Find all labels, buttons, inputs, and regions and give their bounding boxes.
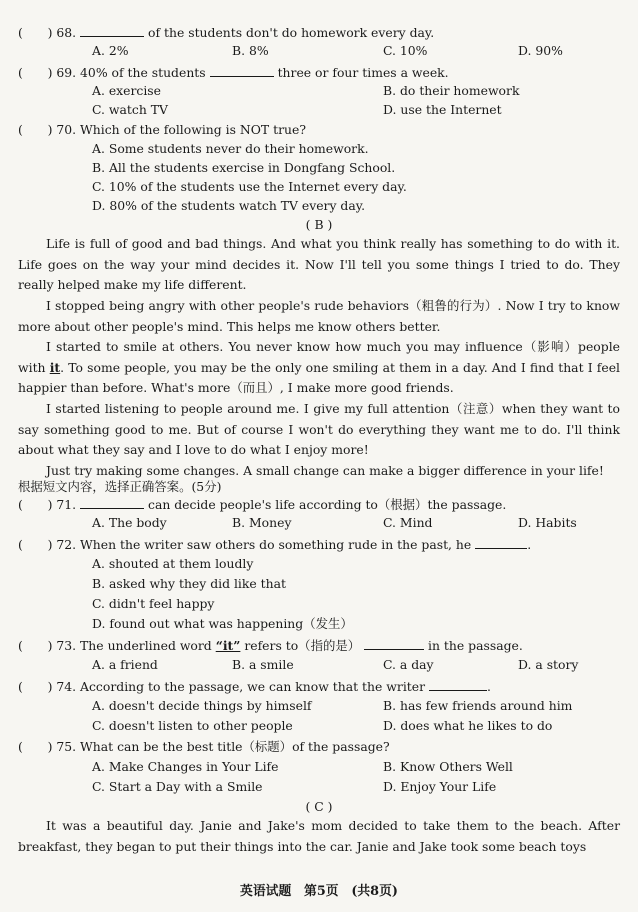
question-72-number: ( ) 72. bbox=[18, 537, 77, 552]
option-69-c: C. watch TV bbox=[92, 102, 168, 117]
question-73-stem-post: in the passage. bbox=[428, 638, 523, 653]
passage-b-paragraph-1-text: Life is full of good and bad things. And what you think really has something to do with it. Life goes on the way your mind decides it. Now I'll tell you some things I tried to do. They really helped make my life different. bbox=[18, 236, 620, 293]
passage-b-paragraph-5-text: Just try making some changes. A small change can make a bigger difference in your life! bbox=[46, 463, 604, 478]
instruction: 根据短文内容，选择正确答案。(5分) bbox=[18, 479, 222, 494]
answer-blank[interactable] bbox=[80, 496, 144, 509]
option-73-d: D. a story bbox=[518, 657, 579, 672]
answer-blank[interactable] bbox=[429, 678, 487, 691]
passage-b-paragraph-2-text: I stopped being angry with other people's rude behaviors（粗鲁的行为）. Now I try to know more about other people's mind. This helps me know others better. bbox=[18, 298, 620, 334]
section-b-heading: ( B ) bbox=[305, 217, 333, 232]
option-75-c: C. Start a Day with a Smile bbox=[92, 779, 263, 794]
question-71 bbox=[18, 496, 506, 513]
question-74-stem-post: . bbox=[486, 679, 491, 694]
passage-b-paragraph-3 bbox=[18, 337, 620, 399]
option-70-d: D. 80% of the students watch TV every day. bbox=[92, 198, 366, 213]
question-70-number: ( ) 70. bbox=[18, 122, 77, 137]
passage-b-paragraph-3-text-b: . To some people, you may be the only one smiling at them in a day. And I find that I feel happier than before. What's more（而且）, I make more good friends. bbox=[18, 359, 620, 396]
question-68-stem: of the students don't do homework every day. bbox=[148, 25, 435, 40]
option-68-b: B. 8% bbox=[232, 43, 269, 58]
question-69 bbox=[18, 64, 449, 81]
option-69-a: A. exercise bbox=[92, 83, 161, 98]
option-75-d: D. Enjoy Your Life bbox=[383, 779, 497, 794]
question-74 bbox=[18, 678, 491, 695]
underlined-word: it bbox=[49, 359, 61, 375]
option-74-a: A. doesn't decide things by himself bbox=[92, 698, 312, 713]
option-68-a: A. 2% bbox=[92, 43, 129, 58]
option-74-b: B. has few friends around him bbox=[383, 698, 573, 713]
question-71-number: ( ) 71. bbox=[18, 497, 77, 512]
question-73-stem-mid: refers to（指的是） bbox=[244, 638, 361, 653]
question-68-number: ( ) 68. bbox=[18, 25, 77, 40]
question-73-number: ( ) 73. bbox=[18, 638, 77, 653]
question-74-stem-pre: According to the passage, we can know that the writer bbox=[80, 679, 426, 694]
question-70-stem: Which of the following is NOT true? bbox=[80, 122, 306, 137]
option-72-d: D. found out what was happening（发生） bbox=[92, 616, 353, 631]
option-73-a: A. a friend bbox=[92, 657, 158, 672]
question-69-stem-post: three or four times a week. bbox=[277, 65, 449, 80]
option-71-b: B. Money bbox=[232, 515, 292, 530]
option-74-c: C. doesn't listen to other people bbox=[92, 718, 293, 733]
option-68-d: D. 90% bbox=[518, 43, 563, 58]
question-68 bbox=[18, 24, 434, 41]
passage-b-paragraph-4-text: I started listening to people around me. I give my full attention（注意）when they want to say something good to me. But of course I won't do everything they want me to do. I'll think about what they say and I love to do what I enjoy more! bbox=[18, 401, 620, 458]
question-69-number: ( ) 69. bbox=[18, 65, 77, 80]
option-69-d: D. use the Internet bbox=[383, 102, 502, 117]
question-69-stem-pre: 40% of the students bbox=[80, 65, 206, 80]
question-72-stem-pre: When the writer saw others do something rude in the past, he bbox=[80, 537, 472, 552]
passage-b-paragraph-2 bbox=[18, 296, 620, 337]
passage-b-paragraph-1 bbox=[18, 234, 620, 296]
option-74-d: D. does what he likes to do bbox=[383, 718, 553, 733]
question-73 bbox=[18, 637, 523, 654]
passage-b-paragraph-3-text-a: I started to smile at others. You never know how much you may influence（影响）people with bbox=[18, 339, 620, 375]
question-75 bbox=[18, 739, 390, 755]
section-c-heading: ( C ) bbox=[305, 799, 333, 814]
option-70-c: C. 10% of the students use the Internet every day. bbox=[92, 179, 407, 194]
option-68-c: C. 10% bbox=[383, 43, 428, 58]
option-70-a: A. Some students never do their homework. bbox=[92, 141, 369, 156]
option-70-b: B. All the students exercise in Dongfang School. bbox=[92, 160, 396, 175]
option-73-c: C. a day bbox=[383, 657, 434, 672]
passage-c-paragraph-1 bbox=[18, 816, 620, 857]
answer-blank[interactable] bbox=[475, 536, 527, 549]
option-75-b: B. Know Others Well bbox=[383, 759, 513, 774]
underlined-word-quote: “it” bbox=[215, 638, 241, 653]
answer-blank[interactable] bbox=[210, 64, 274, 77]
question-75-number: ( ) 75. bbox=[18, 739, 77, 754]
question-70 bbox=[18, 122, 306, 138]
option-71-c: C. Mind bbox=[383, 515, 433, 530]
question-74-number: ( ) 74. bbox=[18, 679, 77, 694]
passage-c-paragraph-1-text: It was a beautiful day. Janie and Jake's mom decided to take them to the beach. After breakfast, they began to put their things into the car. Janie and Jake took some beach toys bbox=[18, 818, 620, 854]
option-72-b: B. asked why they did like that bbox=[92, 576, 286, 591]
passage-b-paragraph-4 bbox=[18, 399, 620, 461]
option-73-b: B. a smile bbox=[232, 657, 294, 672]
page-footer: 英语试题 第5页 (共8页) bbox=[240, 884, 398, 899]
option-72-c: C. didn't feel happy bbox=[92, 596, 215, 611]
question-75-stem: What can be the best title（标题）of the passage? bbox=[80, 739, 390, 754]
question-72-stem-post: . bbox=[527, 537, 532, 552]
option-72-a: A. shouted at them loudly bbox=[92, 556, 254, 571]
question-71-stem: can decide people's life according to（根据）the passage. bbox=[148, 497, 507, 512]
option-75-a: A. Make Changes in Your Life bbox=[92, 759, 279, 774]
answer-blank[interactable] bbox=[364, 637, 424, 650]
question-72 bbox=[18, 536, 531, 553]
option-69-b: B. do their homework bbox=[383, 83, 520, 98]
answer-blank[interactable] bbox=[80, 24, 144, 37]
question-73-stem-pre: The underlined word bbox=[80, 638, 212, 653]
option-71-d: D. Habits bbox=[518, 515, 577, 530]
option-71-a: A. The body bbox=[92, 515, 167, 530]
